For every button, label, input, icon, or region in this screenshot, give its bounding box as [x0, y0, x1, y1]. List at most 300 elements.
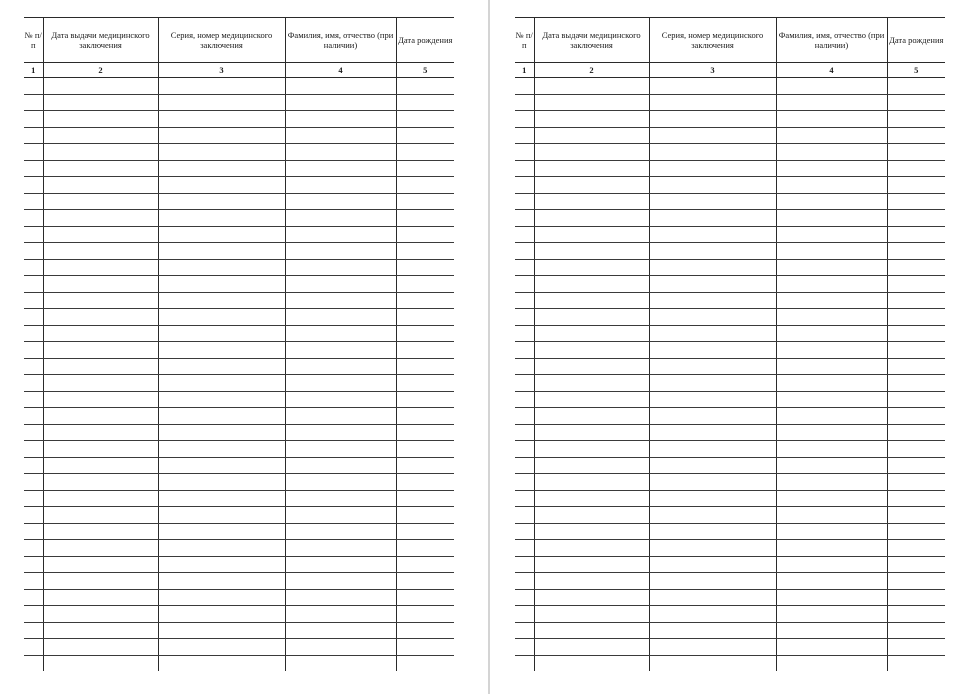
- empty-cell: [285, 556, 396, 573]
- empty-cell: [285, 457, 396, 474]
- empty-cell: [649, 474, 776, 491]
- empty-cell: [649, 342, 776, 359]
- empty-cell: [24, 243, 43, 260]
- empty-cell: [285, 259, 396, 276]
- empty-cell: [43, 358, 158, 375]
- header-full-name: Фамилия, имя, отчество (при наличии): [285, 18, 396, 63]
- table-row: [24, 639, 454, 656]
- empty-cell: [24, 639, 43, 656]
- table-row: [515, 193, 945, 210]
- empty-cell: [158, 342, 285, 359]
- empty-cell: [158, 655, 285, 671]
- empty-cell: [285, 94, 396, 111]
- table-row: [24, 325, 454, 342]
- empty-cell: [396, 606, 454, 623]
- empty-cell: [396, 441, 454, 458]
- empty-cell: [396, 375, 454, 392]
- empty-cell: [887, 622, 945, 639]
- table-row: [515, 523, 945, 540]
- empty-cell: [534, 259, 649, 276]
- table-row: [515, 78, 945, 95]
- empty-cell: [285, 589, 396, 606]
- empty-cell: [43, 144, 158, 161]
- empty-cell: [285, 226, 396, 243]
- empty-cell: [158, 111, 285, 128]
- empty-cell: [285, 391, 396, 408]
- empty-cell: [396, 622, 454, 639]
- table-row: [515, 507, 945, 524]
- empty-cell: [158, 193, 285, 210]
- empty-cell: [534, 408, 649, 425]
- empty-cell: [776, 424, 887, 441]
- empty-cell: [776, 342, 887, 359]
- empty-cell: [649, 457, 776, 474]
- table-row: [24, 441, 454, 458]
- empty-cell: [396, 160, 454, 177]
- empty-cell: [24, 325, 43, 342]
- empty-cell: [649, 177, 776, 194]
- empty-cell: [396, 292, 454, 309]
- empty-cell: [776, 111, 887, 128]
- empty-cell: [649, 259, 776, 276]
- empty-cell: [776, 490, 887, 507]
- empty-cell: [887, 177, 945, 194]
- empty-cell: [158, 309, 285, 326]
- empty-cell: [24, 259, 43, 276]
- empty-cell: [24, 441, 43, 458]
- empty-cell: [887, 639, 945, 656]
- empty-cell: [649, 160, 776, 177]
- table-row: [515, 655, 945, 671]
- empty-cell: [24, 424, 43, 441]
- empty-cell: [887, 540, 945, 557]
- empty-cell: [43, 127, 158, 144]
- empty-cell: [24, 408, 43, 425]
- empty-cell: [515, 144, 534, 161]
- empty-cell: [24, 474, 43, 491]
- empty-cell: [887, 556, 945, 573]
- empty-cell: [776, 540, 887, 557]
- empty-cell: [534, 639, 649, 656]
- empty-cell: [649, 243, 776, 260]
- empty-cell: [396, 259, 454, 276]
- empty-cell: [396, 127, 454, 144]
- table-row: [24, 424, 454, 441]
- empty-cell: [43, 523, 158, 540]
- empty-cell: [887, 655, 945, 671]
- table-row: [24, 540, 454, 557]
- empty-cell: [158, 127, 285, 144]
- empty-cell: [887, 342, 945, 359]
- empty-cell: [534, 556, 649, 573]
- empty-cell: [396, 94, 454, 111]
- empty-cell: [396, 589, 454, 606]
- empty-cell: [285, 358, 396, 375]
- table-row: [24, 606, 454, 623]
- empty-cell: [43, 424, 158, 441]
- table-row: [515, 358, 945, 375]
- empty-cell: [396, 276, 454, 293]
- table-row: [24, 589, 454, 606]
- empty-cell: [649, 490, 776, 507]
- table-row: [515, 457, 945, 474]
- table-row: [515, 160, 945, 177]
- empty-cell: [285, 655, 396, 671]
- empty-cell: [534, 193, 649, 210]
- header-series-number: Серия, номер медицинского заключения: [158, 18, 285, 63]
- empty-cell: [158, 639, 285, 656]
- empty-cell: [43, 556, 158, 573]
- empty-cell: [776, 127, 887, 144]
- left-page: [0, 0, 488, 694]
- empty-cell: [158, 589, 285, 606]
- table-row: [515, 111, 945, 128]
- empty-cell: [649, 358, 776, 375]
- empty-cell: [24, 490, 43, 507]
- empty-cell: [158, 556, 285, 573]
- empty-cell: [515, 342, 534, 359]
- empty-cell: [534, 292, 649, 309]
- table-row: [24, 111, 454, 128]
- empty-cell: [534, 127, 649, 144]
- table-row: [24, 375, 454, 392]
- empty-cell: [43, 457, 158, 474]
- empty-cell: [534, 226, 649, 243]
- column-number: 2: [534, 63, 649, 78]
- empty-cell: [24, 78, 43, 95]
- empty-cell: [158, 424, 285, 441]
- empty-cell: [649, 391, 776, 408]
- empty-cell: [158, 622, 285, 639]
- empty-cell: [515, 573, 534, 590]
- empty-cell: [43, 309, 158, 326]
- empty-cell: [887, 160, 945, 177]
- empty-cell: [649, 606, 776, 623]
- empty-cell: [43, 210, 158, 227]
- empty-cell: [24, 457, 43, 474]
- register-table: [24, 17, 454, 671]
- empty-cell: [515, 94, 534, 111]
- column-number: 1: [515, 63, 534, 78]
- register-table: [515, 17, 945, 671]
- empty-cell: [515, 424, 534, 441]
- empty-cell: [887, 193, 945, 210]
- empty-cell: [776, 309, 887, 326]
- empty-cell: [285, 325, 396, 342]
- empty-cell: [285, 441, 396, 458]
- empty-cell: [887, 78, 945, 95]
- empty-cell: [24, 144, 43, 161]
- empty-cell: [158, 573, 285, 590]
- empty-cell: [534, 342, 649, 359]
- empty-cell: [158, 474, 285, 491]
- empty-cell: [776, 556, 887, 573]
- empty-cell: [534, 160, 649, 177]
- empty-cell: [43, 589, 158, 606]
- empty-cell: [24, 606, 43, 623]
- empty-cell: [534, 457, 649, 474]
- empty-cell: [396, 210, 454, 227]
- empty-cell: [396, 78, 454, 95]
- right-page: [490, 0, 979, 694]
- empty-cell: [24, 375, 43, 392]
- table-row: [515, 276, 945, 293]
- empty-cell: [24, 276, 43, 293]
- empty-cell: [158, 457, 285, 474]
- empty-cell: [396, 243, 454, 260]
- empty-cell: [158, 606, 285, 623]
- empty-cell: [649, 193, 776, 210]
- table-row: [24, 78, 454, 95]
- empty-cell: [24, 556, 43, 573]
- table-row: [515, 375, 945, 392]
- empty-cell: [649, 78, 776, 95]
- empty-cell: [649, 441, 776, 458]
- empty-cell: [534, 622, 649, 639]
- empty-cell: [887, 210, 945, 227]
- empty-cell: [534, 94, 649, 111]
- empty-cell: [534, 78, 649, 95]
- empty-cell: [776, 523, 887, 540]
- empty-cell: [24, 391, 43, 408]
- empty-cell: [515, 639, 534, 656]
- empty-cell: [534, 424, 649, 441]
- empty-cell: [285, 424, 396, 441]
- table-row: [515, 474, 945, 491]
- empty-cell: [285, 243, 396, 260]
- empty-cell: [534, 243, 649, 260]
- empty-cell: [396, 408, 454, 425]
- table-row: [515, 556, 945, 573]
- empty-cell: [158, 391, 285, 408]
- empty-cell: [515, 391, 534, 408]
- empty-cell: [887, 606, 945, 623]
- empty-cell: [649, 111, 776, 128]
- empty-cell: [285, 193, 396, 210]
- empty-cell: [649, 589, 776, 606]
- empty-cell: [43, 193, 158, 210]
- table-row: [515, 573, 945, 590]
- empty-cell: [396, 556, 454, 573]
- table-row: [24, 655, 454, 671]
- empty-cell: [776, 457, 887, 474]
- empty-cell: [43, 342, 158, 359]
- empty-cell: [396, 226, 454, 243]
- header-full-name: Фамилия, имя, отчество (при наличии): [776, 18, 887, 63]
- empty-cell: [158, 540, 285, 557]
- table-row: [24, 391, 454, 408]
- empty-cell: [534, 391, 649, 408]
- empty-cell: [158, 276, 285, 293]
- empty-cell: [887, 375, 945, 392]
- empty-cell: [649, 408, 776, 425]
- empty-cell: [158, 441, 285, 458]
- empty-cell: [24, 160, 43, 177]
- empty-cell: [649, 573, 776, 590]
- table-row: [515, 94, 945, 111]
- empty-cell: [285, 606, 396, 623]
- empty-cell: [776, 94, 887, 111]
- empty-cell: [776, 210, 887, 227]
- empty-cell: [887, 127, 945, 144]
- empty-cell: [534, 474, 649, 491]
- empty-cell: [776, 622, 887, 639]
- empty-cell: [24, 622, 43, 639]
- empty-cell: [158, 408, 285, 425]
- empty-cell: [285, 408, 396, 425]
- empty-cell: [887, 490, 945, 507]
- empty-cell: [285, 639, 396, 656]
- empty-cell: [43, 622, 158, 639]
- empty-cell: [43, 78, 158, 95]
- table-row: [24, 342, 454, 359]
- empty-cell: [396, 457, 454, 474]
- empty-cell: [158, 325, 285, 342]
- table-row: [24, 622, 454, 639]
- empty-cell: [285, 342, 396, 359]
- empty-cell: [887, 325, 945, 342]
- empty-cell: [515, 622, 534, 639]
- table-row: [24, 226, 454, 243]
- empty-cell: [649, 507, 776, 524]
- empty-cell: [158, 160, 285, 177]
- empty-cell: [396, 144, 454, 161]
- table-row: [24, 573, 454, 590]
- empty-cell: [396, 342, 454, 359]
- table-row: [24, 408, 454, 425]
- empty-cell: [285, 292, 396, 309]
- empty-cell: [285, 177, 396, 194]
- empty-cell: [534, 490, 649, 507]
- empty-cell: [534, 144, 649, 161]
- empty-cell: [158, 507, 285, 524]
- table-row: [24, 507, 454, 524]
- empty-cell: [776, 474, 887, 491]
- empty-cell: [649, 540, 776, 557]
- empty-cell: [285, 507, 396, 524]
- empty-cell: [887, 94, 945, 111]
- empty-cell: [515, 655, 534, 671]
- empty-cell: [887, 507, 945, 524]
- header-number: № п/п: [515, 18, 534, 63]
- empty-cell: [158, 177, 285, 194]
- empty-cell: [158, 144, 285, 161]
- empty-cell: [43, 111, 158, 128]
- empty-cell: [776, 507, 887, 524]
- empty-cell: [396, 523, 454, 540]
- column-number: 2: [43, 63, 158, 78]
- column-number: 5: [396, 63, 454, 78]
- empty-cell: [24, 177, 43, 194]
- empty-cell: [396, 540, 454, 557]
- empty-cell: [43, 655, 158, 671]
- table-row: [515, 292, 945, 309]
- empty-cell: [396, 490, 454, 507]
- empty-cell: [887, 276, 945, 293]
- empty-cell: [43, 507, 158, 524]
- empty-cell: [649, 276, 776, 293]
- table-row: [515, 177, 945, 194]
- empty-cell: [43, 391, 158, 408]
- empty-cell: [158, 78, 285, 95]
- table-row: [515, 391, 945, 408]
- empty-cell: [887, 111, 945, 128]
- empty-cell: [515, 540, 534, 557]
- empty-cell: [776, 160, 887, 177]
- empty-cell: [158, 226, 285, 243]
- empty-cell: [515, 375, 534, 392]
- empty-cell: [515, 193, 534, 210]
- empty-cell: [43, 639, 158, 656]
- empty-cell: [515, 474, 534, 491]
- table-row: [515, 639, 945, 656]
- empty-cell: [24, 523, 43, 540]
- empty-cell: [534, 573, 649, 590]
- empty-cell: [285, 160, 396, 177]
- table-row: [24, 243, 454, 260]
- empty-cell: [534, 375, 649, 392]
- table-row: [24, 193, 454, 210]
- empty-cell: [776, 573, 887, 590]
- empty-cell: [887, 358, 945, 375]
- empty-cell: [649, 292, 776, 309]
- empty-cell: [887, 589, 945, 606]
- empty-cell: [649, 556, 776, 573]
- empty-cell: [776, 639, 887, 656]
- empty-cell: [515, 606, 534, 623]
- empty-cell: [24, 226, 43, 243]
- table-row: [24, 523, 454, 540]
- empty-cell: [43, 94, 158, 111]
- empty-cell: [43, 573, 158, 590]
- empty-cell: [285, 523, 396, 540]
- empty-cell: [396, 391, 454, 408]
- empty-cell: [43, 408, 158, 425]
- empty-cell: [515, 243, 534, 260]
- empty-cell: [649, 144, 776, 161]
- empty-cell: [285, 375, 396, 392]
- empty-cell: [776, 177, 887, 194]
- empty-cell: [158, 375, 285, 392]
- empty-cell: [396, 111, 454, 128]
- column-number: 3: [649, 63, 776, 78]
- table-row: [515, 243, 945, 260]
- empty-cell: [158, 490, 285, 507]
- empty-cell: [515, 111, 534, 128]
- empty-cell: [776, 292, 887, 309]
- empty-cell: [649, 309, 776, 326]
- empty-cell: [776, 441, 887, 458]
- empty-cell: [776, 276, 887, 293]
- empty-cell: [285, 210, 396, 227]
- empty-cell: [158, 259, 285, 276]
- table-row: [24, 490, 454, 507]
- empty-cell: [43, 276, 158, 293]
- empty-cell: [515, 589, 534, 606]
- table-row: [515, 441, 945, 458]
- header-birth-date: Дата рождения: [887, 18, 945, 63]
- table-row: [515, 210, 945, 227]
- empty-cell: [649, 210, 776, 227]
- table-row: [24, 309, 454, 326]
- empty-cell: [515, 259, 534, 276]
- empty-cell: [43, 540, 158, 557]
- empty-cell: [396, 325, 454, 342]
- header-birth-date: Дата рождения: [396, 18, 454, 63]
- empty-cell: [649, 655, 776, 671]
- empty-cell: [43, 490, 158, 507]
- empty-cell: [776, 243, 887, 260]
